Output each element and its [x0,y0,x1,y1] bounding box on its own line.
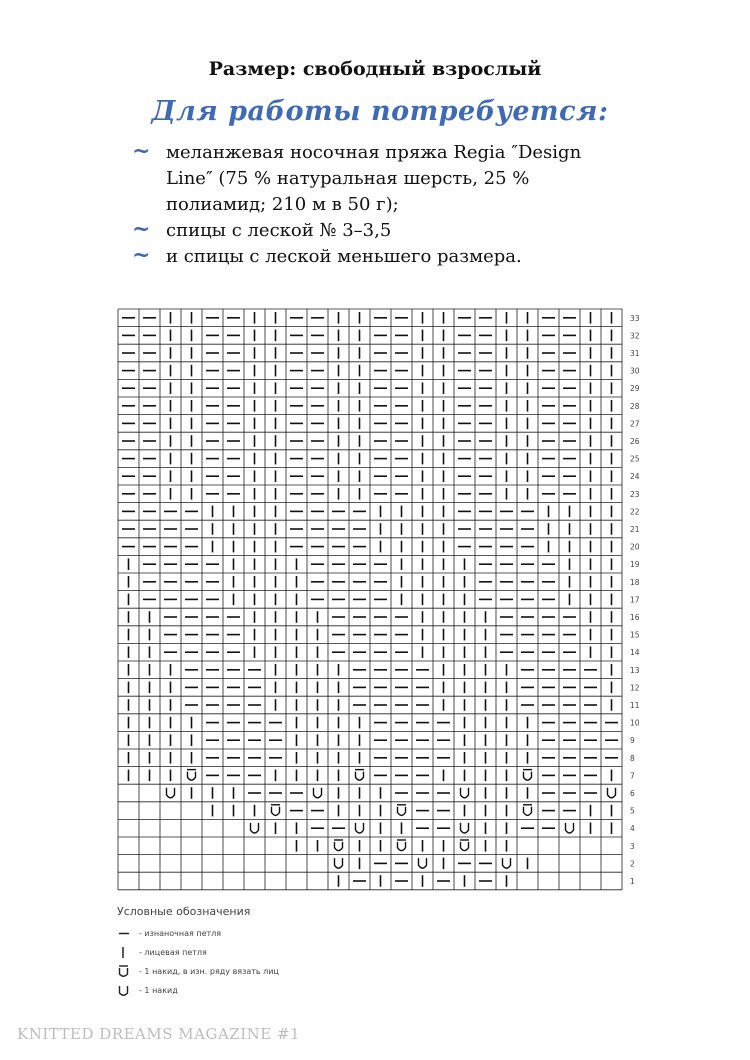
row-number-label: 8 [630,753,635,763]
yarn-over-stitch [461,823,469,833]
yarn-over-stitch [503,858,511,868]
yarn-over-knit-stitch [188,772,196,781]
row-number-label: 12 [630,683,640,693]
yarn-over-stitch [566,823,574,833]
materials-item-text: и спицы с леской меньшего размера. [166,246,522,267]
tilde-bullet-icon: ~ [132,138,151,164]
legend [117,905,279,1000]
materials-heading: Для работы потребуется: [151,96,609,127]
tilde-bullet-icon: ~ [132,216,151,242]
knit-bar-icon [117,945,131,960]
legend-item-text: - лицевая петля [139,948,207,957]
legend-item-text: - 1 накид [139,986,178,995]
row-number-label: 33 [630,313,640,323]
knitting-chart-grid [116,305,641,895]
row-number-label: 9 [630,736,635,746]
row-number-label: 18 [630,577,640,587]
row-number-label: 27 [630,419,640,429]
row-number-label: 3 [630,841,635,851]
row-number-label: 5 [630,806,635,816]
yarn-over-stitch [608,788,616,798]
legend-title: Условные обозначения [117,905,251,918]
row-number-label: 21 [630,525,640,534]
yarn-over-knit-icon [117,964,131,979]
magazine-footer: KNITTED DREAMS MAGAZINE #1 [17,1025,301,1043]
materials-item [132,244,602,270]
row-number-label: 19 [630,560,640,570]
row-number-label: 29 [630,384,640,394]
row-number-label: 23 [630,489,640,499]
yarn-over-stitch [356,823,364,833]
row-number-label: 2 [630,859,635,869]
row-number-label: 24 [630,472,640,482]
yarn-over-stitch [419,858,427,868]
row-number-label: 30 [630,366,640,376]
row-number-label: 26 [630,437,640,446]
legend-item-purl [117,926,250,943]
row-number-label: 6 [630,789,635,798]
purl-dash-icon [117,926,131,941]
row-number-label: 32 [630,331,640,341]
materials-item [132,218,602,244]
row-number-label: 13 [630,665,640,675]
legend-item-yarn-over [117,983,250,1000]
materials-item-text: спицы с леской № 3–3,5 [166,220,392,241]
row-number-label: 20 [630,542,640,552]
legend-item-text: - изнаночная петля [139,929,222,938]
legend-item-knit [117,945,250,962]
row-number-label: 31 [630,349,640,358]
knitting-chart [116,305,641,895]
row-number-label: 11 [630,701,640,710]
yarn-over-icon [117,983,131,998]
row-number-label: 1 [630,877,635,886]
yarn-over-knit-stitch [398,807,406,816]
row-number-label: 22 [630,507,640,517]
legend-item-text: - 1 накид, в изн. ряду вязать лиц [139,967,279,976]
yarn-over-knit-stitch [524,807,532,816]
row-number-label: 17 [630,595,640,605]
size-title: Размер: свободный взрослый [208,58,542,80]
yarn-over-stitch [251,823,259,833]
row-number-label: 7 [630,771,635,781]
yarn-over-stitch [335,858,343,868]
yarn-over-knit-stitch [356,772,364,781]
row-number-label: 25 [630,454,640,464]
yarn-over-stitch [167,788,175,798]
yarn-over-knit-stitch [461,842,469,851]
yarn-over-knit-stitch [398,842,406,851]
materials-list [132,140,602,270]
legend-item-yarn-over-knit [117,964,279,981]
tilde-bullet-icon: ~ [132,242,151,268]
row-number-label: 15 [630,630,640,640]
yarn-over-knit-stitch [524,772,532,781]
yarn-over-stitch [461,788,469,798]
row-number-label: 4 [630,824,635,834]
row-number-label: 16 [630,613,640,622]
yarn-over-knit-stitch [335,842,343,851]
materials-item-text: меланжевая носочная пряжа Regia ″Design Line″ (75 % натуральная шерсть, 25 % полиамид; 210 м в 50 г); [166,142,582,215]
row-number-label: 10 [630,718,640,728]
materials-item [132,140,602,218]
row-number-label: 14 [630,648,640,658]
yarn-over-stitch [314,788,322,798]
row-number-label: 28 [630,401,640,411]
yarn-over-knit-stitch [272,807,280,816]
